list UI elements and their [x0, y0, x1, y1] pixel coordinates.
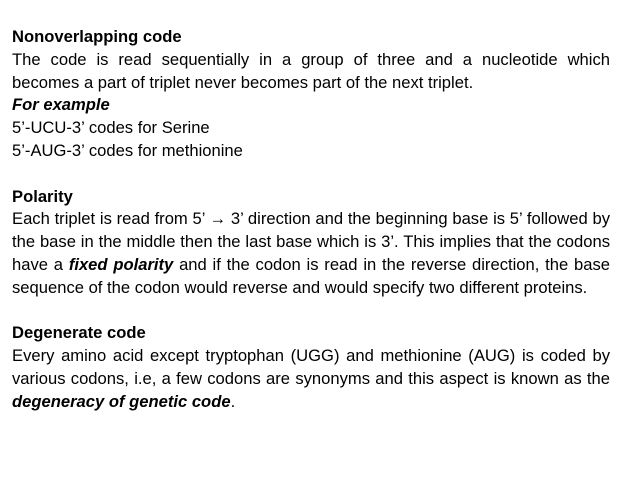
heading-nonoverlapping: Nonoverlapping code — [12, 27, 182, 46]
paragraph-polarity — [12, 208, 610, 299]
section-polarity — [12, 186, 610, 300]
heading-polarity: Polarity — [12, 186, 73, 206]
emphasis-fixed-polarity: fixed polarity — [68, 254, 174, 274]
emphasis-degeneracy: degeneracy of genetic code — [12, 391, 231, 411]
paragraph-degenerate-text-2: . — [230, 391, 236, 411]
example-line-methionine: 5’-AUG-3’ codes for methionine — [12, 140, 243, 160]
paragraph-nonoverlapping: The code is read sequentially in a group of three and a nucleotide which becomes a part of triplet never becomes part of the next triplet. — [12, 49, 610, 92]
section-spacer — [12, 163, 610, 186]
section-nonoverlapping — [12, 26, 610, 163]
paragraph-polarity-text-2: and if the codon is read in the reverse direction, the base sequence of the codon would reverse and would specify two different proteins. — [12, 254, 610, 297]
section-spacer — [12, 300, 610, 323]
heading-degenerate: Degenerate code — [12, 323, 146, 343]
slide-content — [12, 26, 610, 414]
heading-for-example: For example — [12, 95, 110, 115]
paragraph-degenerate — [12, 345, 610, 413]
section-degenerate — [12, 322, 610, 413]
paragraph-degenerate-text-1: Every amino acid except tryptophan (UGG) and methionine (AUG) is coded by various codons, i.e, a few codons are synonyms and this aspect is known as the — [12, 346, 610, 388]
example-line-serine: 5’-UCU-3’ codes for Serine — [12, 118, 210, 138]
paragraph-polarity-text-1: Each triplet is read from 5’ → 3’ direction and the beginning base is 5’ followed by the base in the middle then the last base which is 3’. This implies that the codons have a — [12, 209, 610, 274]
